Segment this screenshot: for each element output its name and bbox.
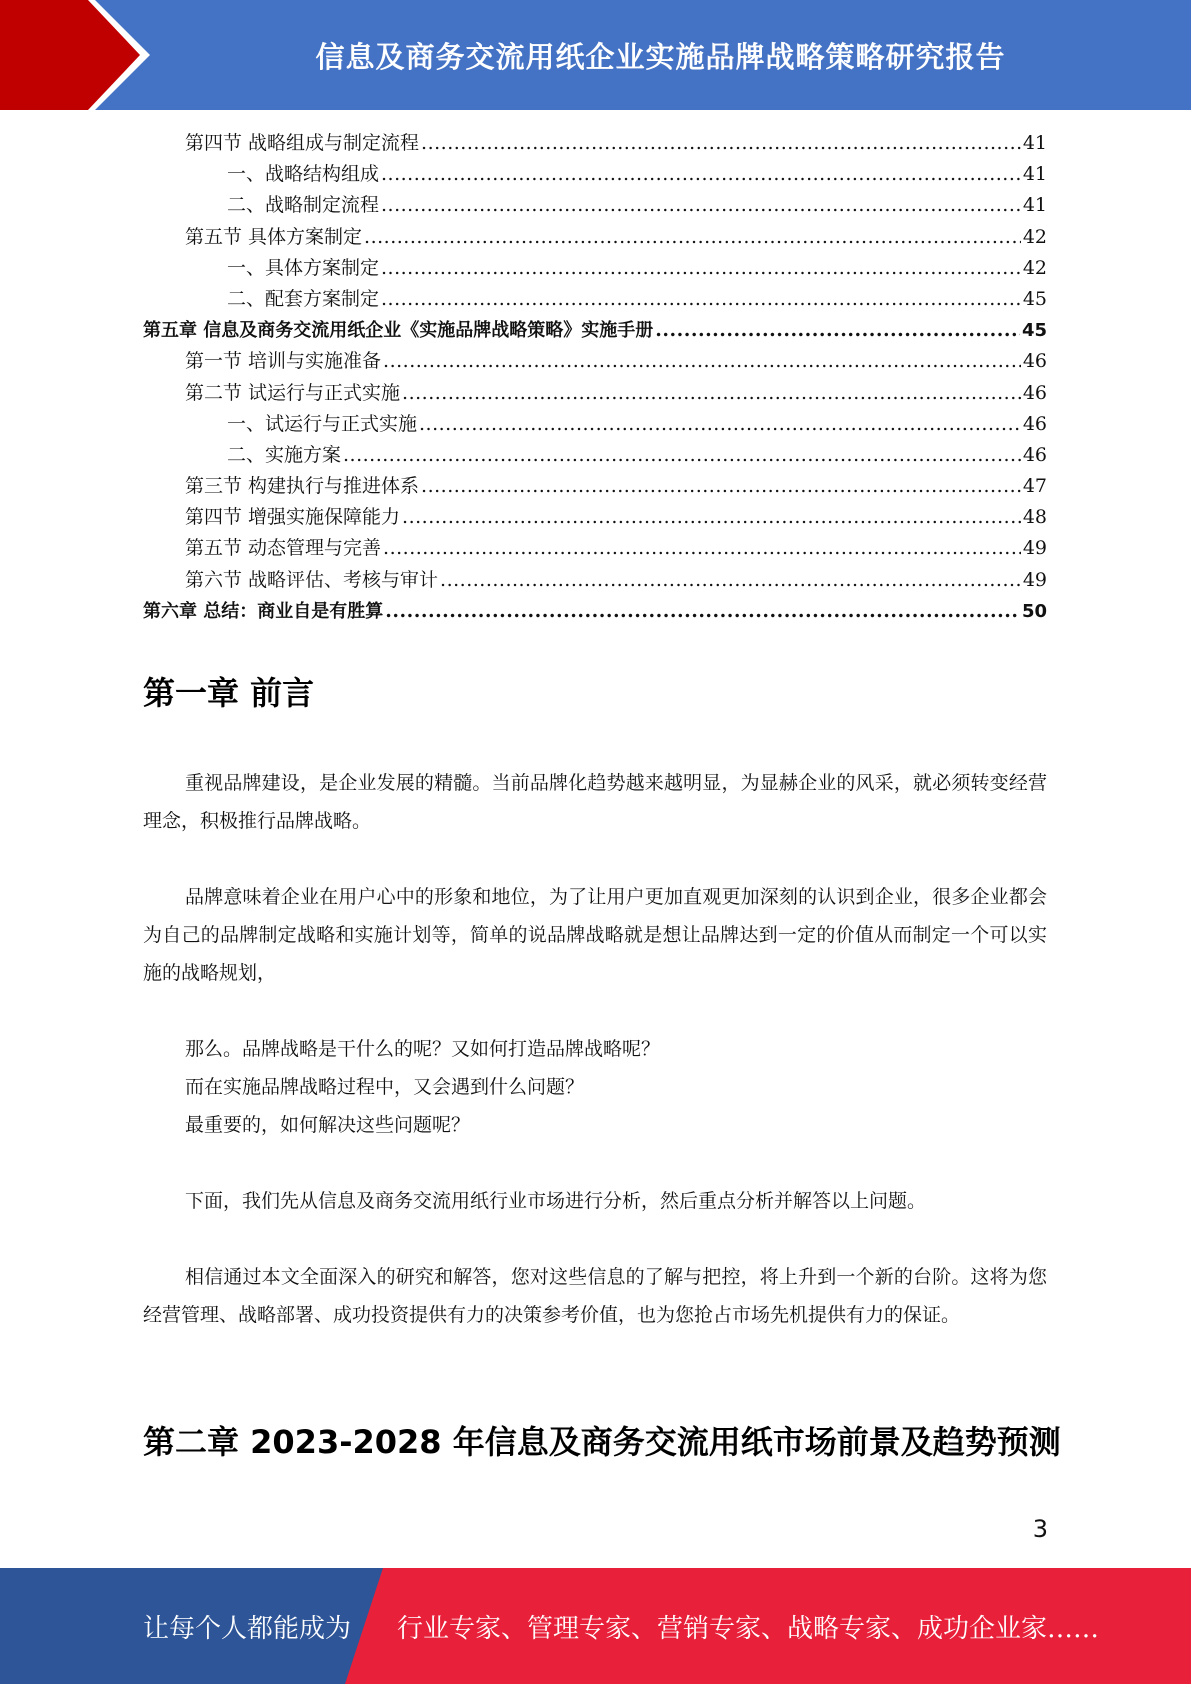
toc-entry-page: 45	[1021, 320, 1047, 342]
toc-entry-label: 一、具体方案制定	[227, 256, 380, 279]
toc-entry-page: 50	[1021, 600, 1047, 622]
toc-leader-dots	[381, 253, 1021, 284]
toc-entry-label: 第六章 总结：商业自是有胜算	[143, 600, 384, 622]
paragraph: 下面，我们先从信息及商务交流用纸行业市场进行分析，然后重点分析并解答以上问题。	[185, 1190, 927, 1212]
toc-entry[interactable]	[143, 471, 1047, 502]
toc-leader-dots	[381, 190, 1021, 221]
toc-entry[interactable]	[143, 222, 1047, 253]
toc-entry-page: 47	[1022, 475, 1047, 498]
toc-entry-page: 41	[1022, 194, 1047, 217]
toc-leader-dots	[343, 440, 1021, 471]
toc-leader-dots	[381, 284, 1021, 315]
toc-entry[interactable]	[143, 596, 1047, 627]
toc-entry[interactable]	[143, 565, 1047, 596]
toc-entry-label: 第五章 信息及商务交流用纸企业《实施品牌战略策略》实施手册	[143, 320, 654, 342]
toc-leader-dots	[419, 409, 1021, 440]
toc-entry-page: 46	[1022, 412, 1047, 435]
paragraph: 重视品牌建设，是企业发展的精髓。当前品牌化趋势越来越明显，为显赫企业的风采，就必须转变经营理念，积极推行品牌战略。	[143, 772, 1047, 832]
toc-leader-dots	[381, 159, 1021, 190]
toc-entry[interactable]	[143, 284, 1047, 315]
toc-entry[interactable]	[143, 190, 1047, 221]
red-arrow-decoration	[0, 0, 160, 110]
toc-leader-dots	[655, 315, 1020, 346]
toc-leader-dots	[440, 565, 1021, 596]
page-header	[0, 0, 1191, 110]
toc-entry[interactable]	[143, 253, 1047, 284]
header-title: 信息及商务交流用纸企业实施品牌战略策略研究报告	[315, 39, 1006, 74]
toc-entry-label: 第五节 具体方案制定	[185, 225, 363, 248]
table-of-contents	[143, 128, 1047, 627]
question-line: 那么。品牌战略是干什么的呢？又如何打造品牌战略呢？	[185, 1038, 661, 1060]
toc-entry[interactable]	[143, 533, 1047, 564]
question-line: 而在实施品牌战略过程中，又会遇到什么问题？	[185, 1076, 585, 1098]
toc-entry-page: 46	[1022, 443, 1047, 466]
toc-leader-dots	[385, 596, 1020, 627]
toc-entry-label: 第六节 战略评估、考核与审计	[185, 568, 439, 591]
toc-entry-label: 一、试运行与正式实施	[227, 412, 418, 435]
toc-leader-dots	[421, 471, 1021, 502]
footer-slogan-left: 让每个人都能成为	[143, 1613, 352, 1644]
toc-entry[interactable]	[143, 502, 1047, 533]
page-footer	[0, 1568, 1191, 1684]
toc-leader-dots	[402, 502, 1021, 533]
toc-entry-page: 46	[1022, 350, 1047, 373]
question-line: 最重要的，如何解决这些问题呢？	[185, 1114, 471, 1136]
chapter-2-heading: 第二章 2023-2028 年信息及商务交流用纸市场前景及趋势预测	[143, 1423, 1061, 1461]
paragraph: 品牌意味着企业在用户心中的形象和地位，为了让用户更加直观更加深刻的认识到企业，很多企业都会为自己的品牌制定战略和实施计划等，简单的说品牌战略就是想让品牌达到一定的价值从而制定一个可以实施的战略规划，	[143, 886, 1047, 984]
toc-entry[interactable]	[143, 315, 1047, 346]
toc-entry-page: 48	[1022, 506, 1047, 529]
toc-entry-label: 二、实施方案	[227, 443, 342, 466]
toc-entry-page: 41	[1022, 132, 1047, 154]
toc-entry-label: 二、战略制定流程	[227, 194, 380, 217]
toc-entry[interactable]	[143, 378, 1047, 409]
toc-leader-dots	[402, 378, 1021, 409]
toc-entry-label: 第一节 培训与实施准备	[185, 350, 382, 373]
toc-leader-dots	[383, 533, 1021, 564]
toc-entry[interactable]	[143, 346, 1047, 377]
paragraph: 相信通过本文全面深入的研究和解答，您对这些信息的了解与把控，将上升到一个新的台阶。这将为您经营管理、战略部署、成功投资提供有力的决策参考价值，也为您抢占市场先机提供有力的保证。	[143, 1266, 1047, 1326]
toc-entry-label: 第五节 动态管理与完善	[185, 537, 382, 560]
toc-leader-dots	[383, 346, 1021, 377]
toc-entry-label: 第二节 试运行与正式实施	[185, 381, 401, 404]
toc-leader-dots	[364, 222, 1021, 253]
toc-entry-page: 42	[1022, 256, 1047, 279]
toc-entry-page: 41	[1022, 163, 1047, 186]
toc-entry-label: 第四节 增强实施保障能力	[185, 506, 401, 529]
toc-entry-page: 49	[1022, 537, 1047, 560]
toc-entry-page: 45	[1022, 287, 1047, 310]
toc-entry[interactable]	[143, 128, 1047, 159]
toc-entry[interactable]	[143, 159, 1047, 190]
toc-entry-page: 42	[1022, 225, 1047, 248]
toc-entry-label: 一、战略结构组成	[227, 163, 380, 186]
toc-entry-label: 第三节 构建执行与推进体系	[185, 475, 420, 498]
toc-entry[interactable]	[143, 440, 1047, 471]
toc-entry-label: 二、配套方案制定	[227, 287, 380, 310]
chapter-1-heading: 第一章 前言	[143, 674, 315, 712]
toc-leader-dots	[421, 128, 1021, 159]
toc-entry[interactable]	[143, 409, 1047, 440]
toc-entry-page: 46	[1022, 381, 1047, 404]
page-number: 3	[1032, 1515, 1048, 1543]
toc-entry-page: 49	[1022, 568, 1047, 591]
toc-entry-label: 第四节 战略组成与制定流程	[185, 132, 420, 154]
footer-slogan-right: 行业专家、管理专家、营销专家、战略专家、成功企业家……	[397, 1613, 1100, 1644]
